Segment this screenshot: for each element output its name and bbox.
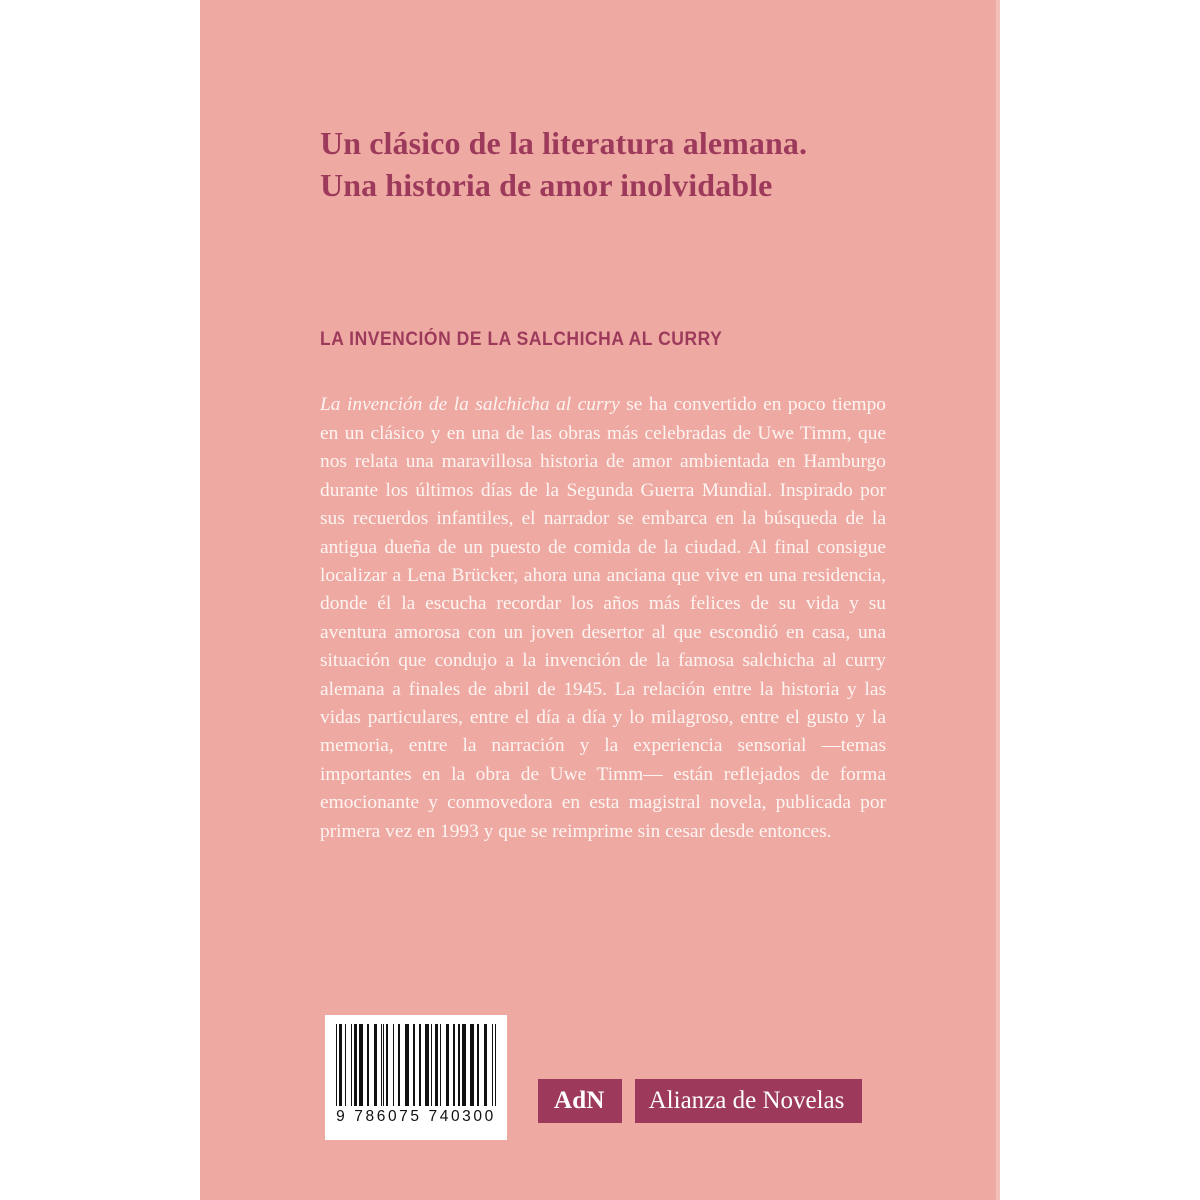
publisher-logo-mark: AdN [538,1079,622,1123]
barcode [325,1015,507,1140]
publisher-logo [538,1079,862,1123]
publisher-logo-name: Alianza de Novelas [635,1079,863,1123]
blurb-text [320,391,886,846]
book-title: LA INVENCIÓN DE LA SALCHICHA AL CURRY [320,329,723,350]
cover-headline: Un clásico de la literatura alemana. Una historia de amor inolvidable [320,125,808,204]
blurb-body: se ha convertido en poco tiempo en un clásico y en una de las obras más celebradas de Uwe Timm, que nos relata una maravillosa historia de amor ambientada en Hamburgo durante los últimos días de la Segunda Guerra Mundial. Inspirado por sus recuerdos infantiles, el narrador se embarca en la búsqueda de la antigua dueña de un puesto de comida de la ciudad. Al final consigue localizar a Lena Brücker, ahora una anciana que vive en una residencia, donde él la escucha recordar los años más felices de su vida y su aventura amorosa con un joven desertor al que escondió en casa, una situación que condujo a la invención de la famosa salchicha al curry alemana a finales de abril de 1945. La relación entre la historia y las vidas particulares, entre el día a día y lo milagroso, entre el gusto y la memoria, entre la narración y la experiencia sensorial —temas importantes en la obra de Uwe Timm— están reflejados de forma emocionante y conmovedora en esta magistral novela, publicada por primera vez en 1993 y que se reimprime sin cesar desde entonces. [320,394,886,842]
barcode-number: 9 786075 740300 [336,1108,496,1125]
cover-panel [200,0,1000,1200]
publisher-logo-notch-icon [622,1079,635,1123]
blurb-italic-lead: La invención de la salchicha al curry [320,394,620,416]
barcode-bars-icon [336,1024,496,1106]
